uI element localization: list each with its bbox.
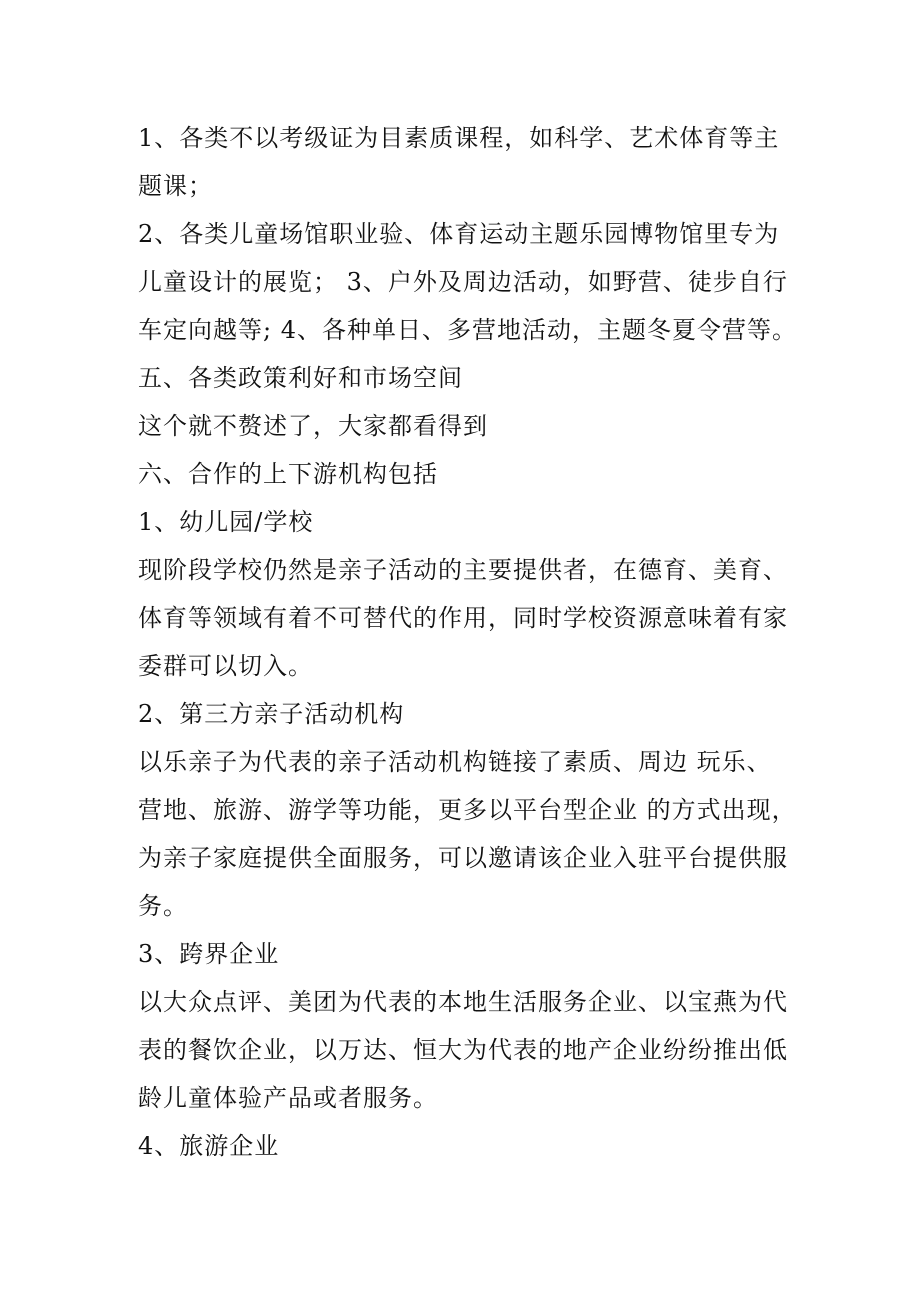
section-heading: 五、各类政策利好和市场空间 <box>138 364 463 392</box>
text-line: 委群可以切入。 <box>138 652 313 680</box>
text-line: 儿童设计的展览； 3、户外及周边活动，如野营、徒步自行 <box>138 268 788 296</box>
text-line: 车定向越等; 4、各种单日、多营地活动，主题冬夏令营等。 <box>138 316 797 344</box>
text-line: 以乐亲子为代表的亲子活动机构链接了素质、周边 玩乐、 <box>138 748 772 776</box>
text-line: 表的餐饮企业，以万达、恒大为代表的地产企业纷纷推出低 <box>138 1036 788 1064</box>
text-line: 营地、旅游、游学等功能，更多以平台型企业 的方式出现， <box>138 796 797 824</box>
text-line: 务。 <box>138 892 188 920</box>
text-line: 体育等领域有着不可替代的作用，同时学校资源意味着有家 <box>138 604 788 632</box>
document-body <box>138 114 798 1170</box>
text-line: 1、各类不以考级证为目素质课程，如科学、艺术体育等主 <box>138 124 780 152</box>
text-line: 为亲子家庭提供全面服务，可以邀请该企业入驻平台提供服 <box>138 844 788 872</box>
text-line: 龄儿童体验产品或者服务。 <box>138 1084 438 1112</box>
subsection-heading: 2、第三方亲子活动机构 <box>138 700 405 728</box>
text-line: 题课； <box>138 172 213 200</box>
text-line: 现阶段学校仍然是亲子活动的主要提供者，在德育、美育、 <box>138 556 788 584</box>
text-line: 2、各类儿童场馆职业验、体育运动主题乐园博物馆里专为 <box>138 220 780 248</box>
subsection-heading: 4、旅游企业 <box>138 1132 280 1160</box>
subsection-heading: 1、幼儿园/学校 <box>138 508 314 536</box>
text-line: 以大众点评、美团为代表的本地生活服务企业、以宝燕为代 <box>138 988 788 1016</box>
text-line: 这个就不赘述了，大家都看得到 <box>138 412 488 440</box>
section-heading: 六、合作的上下游机构包括 <box>138 460 438 488</box>
subsection-heading: 3、跨界企业 <box>138 940 280 968</box>
